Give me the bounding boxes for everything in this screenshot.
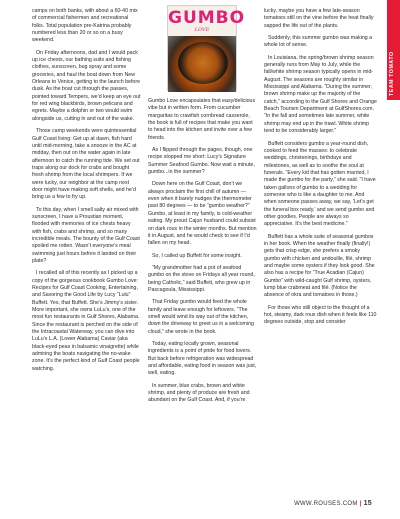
paragraph: Today, eating locally grown, seasonal ingredients is a point of pride for food lovers. But back before refrigeration was widespread and affordable, eating food in season was just, well, eating. bbox=[148, 340, 257, 377]
paragraph: Buffett has a whole suite of seasonal gumbos in her book. When the weather finally (finally!) gets that crisp edge, she prefers a smoky gumbo with chicken and andouille, filé, shrimp and maybe some oysters if they look good. She also has a recipe for “True Acadian (Cajun) Gumbo” with wild-caught Gulf shrimp, oysters, lump blue crabmeat and filé. (Notice the absence of okra and tomatoes in those.) bbox=[264, 233, 375, 299]
book-cover-image bbox=[167, 5, 246, 91]
column-3 bbox=[264, 8, 377, 332]
paragraph: Buffett considers gumbo a year-round dish, cooked to feed the masses: to celebrate weddings, christenings, birthdays and milestones, as well as to soothe the soul at funerals. “Every kid that has gotten married, I made the gumbo for the party,” she said. “I have taken gallons of gumbo to a wedding for someone who is like a daughter to me. And when someone passes away, we say, ‘Let’s get the funeral box ready,’ and we send gumbo and other goodies. People are always so appreciative. It’s the best medicine.” bbox=[264, 140, 376, 228]
divider: | bbox=[359, 501, 362, 507]
paragraph: Those camp weekends were quintessential Gulf Coast living: Get up at dawn, fish hard until mid-morning, take a snooze in the AC at midday, then out on the water again in late afternoon to catch the running tide. We set out traps along our dock for crabs and bought fresh shrimp from the local shrimpers. If we were lucky, our neighbor at the camp next door might have making soft shells, and he’d bring us a few to fry up. bbox=[32, 128, 140, 201]
paragraph: Gumbo Love encapsulates that easy/delicious vibe but in written form. From cucumber margaritas to crawfish cornbread casserole, the book is full of recipes that make you want to head into the kitchen and invite over a few friends. bbox=[148, 98, 256, 141]
paragraph: I recalled all of this recently as I picked up a copy of the gorgeous cookbook Gumbo Love: Recipes for Gulf Coast Cooking, Entertaining, and Savoring the Good Life by Lucy “Lulu” Buffett. Yes, that Buffett. She’s Jimmy’s sister. More important, she owns LuLu’s, one of the most fun restaurants in Gulf Shores, Alabama. Since the restaurant is perched on the side of the Intracoastal Waterway, you can dive into LuLu’s L.A. (Lower Alabama) Caviar (aka black-eyed peas in balsamic vinaigrette) while admiring the boats navigating the no-wake zone. It’s the perfect kind of Gulf Coast people watching. bbox=[32, 270, 140, 372]
page-number: 15 bbox=[363, 500, 372, 507]
paragraph: In summer, blue crabs, brown and white shrimp, and plenty of produce are fresh and abundant on the Gulf Coast. And, if you’re bbox=[148, 382, 250, 404]
book-title: GUMBO bbox=[168, 8, 246, 28]
paragraph: Suddenly, this summer gumbo was making a whole lot of sense. bbox=[264, 35, 373, 49]
gumbo-bowl-icon bbox=[178, 42, 228, 84]
paragraph: lucky, maybe you have a few late-season tomatoes still on the vine before the heat finally sapped the life out of the plants. bbox=[264, 8, 374, 29]
paragraph: camps on both banks, with about a 60-40 mix of commercial fishermen and recreational folks. Total population pre-Katrina probably numbered less than 20 or so on a busy weekend. bbox=[32, 8, 138, 44]
paragraph: As I flipped through the pages, though, one recipe stopped me short: Lucy’s Signature Summer Seafood Gumbo. Now wait a minute, gumbo...in the summer? bbox=[148, 147, 255, 176]
paragraph: To this day, when I smell salty air mixed with sunscreen, I have a Proustian moment, flooded with memories of ice chests heavy with fish, crabs and shrimp, and so many incredible meals. The bounty of the Gulf Coast spoiled me rotten. Wasn’t everyone’s meal swimming just hours before it landed on their plate? bbox=[32, 206, 140, 264]
paragraph: In Louisiana, the spring/brown shrimp season generally runs from May to July, while the fall/white shrimp season typically opens in mid-August. The seasons are roughly similar in Mississippi and Alabama. “During the summer, brown shrimp make up the majority of the catch,” according to the Gulf Shores and Orange Beach Tourism Department at GulfShores.com. “In the fall and sometimes late summer, white shrimp may end up in the trawl. White shrimp tend to be considerably larger.” bbox=[264, 54, 377, 135]
book-subtitle: LOVE bbox=[194, 27, 210, 33]
column-2 bbox=[148, 98, 257, 410]
page-footer bbox=[294, 500, 372, 507]
paragraph: On Friday afternoons, dad and I would pack up ice chests, our bathing suits and fishing clothes, sunscreen, bug spray and some groceries, and haul the boat down from New Orleans to Venice, getting to the launch before dusk. As the boat cut through the passes, pointed toward Tempers, we’d keep an eye out for red wing blackbirds, brown pelicans and egrets. Maybe a dolphin or two would swim alongside us, cutting in and out of the wake. bbox=[32, 49, 141, 122]
paragraph: For those who still object to the thought of a hot, steamy, dark roux dish when it feels like 110 degrees outside, stop and consider bbox=[264, 304, 377, 326]
column-1 bbox=[32, 8, 141, 378]
paragraph: Down here on the Gulf Coast, don’t we always proclaim the first chill of autumn — even when it barely nudges the thermometer past 80 degrees — to be “gumbo weather?” Gumbo, at least in my family, is cold-weather eating. My proud Cajun husband could subsist on dark roux in the winter months. But mention it in August, and he would check to see if I’d fallen on my head. bbox=[148, 181, 257, 247]
paragraph: So, I called up Buffett for some insight. bbox=[152, 252, 242, 259]
section-tab bbox=[387, 0, 400, 100]
site-link[interactable]: WWW.ROUSES.COM bbox=[294, 501, 358, 507]
paragraph: “My grandmother had a pot of seafood gumbo on the stove on Fridays all year round, being Catholic,” said Buffett, who grew up in Pascagoula, Mississippi. bbox=[148, 264, 255, 293]
section-tab-label: TEAM TOMATO bbox=[389, 51, 395, 96]
paragraph: That Friday gumbo would feed the whole family and leave enough for leftovers. “The smell would wind its way out of the kitchen, down the driveway to greet us in a welcoming cloud,” she wrote in the book. bbox=[148, 299, 254, 335]
